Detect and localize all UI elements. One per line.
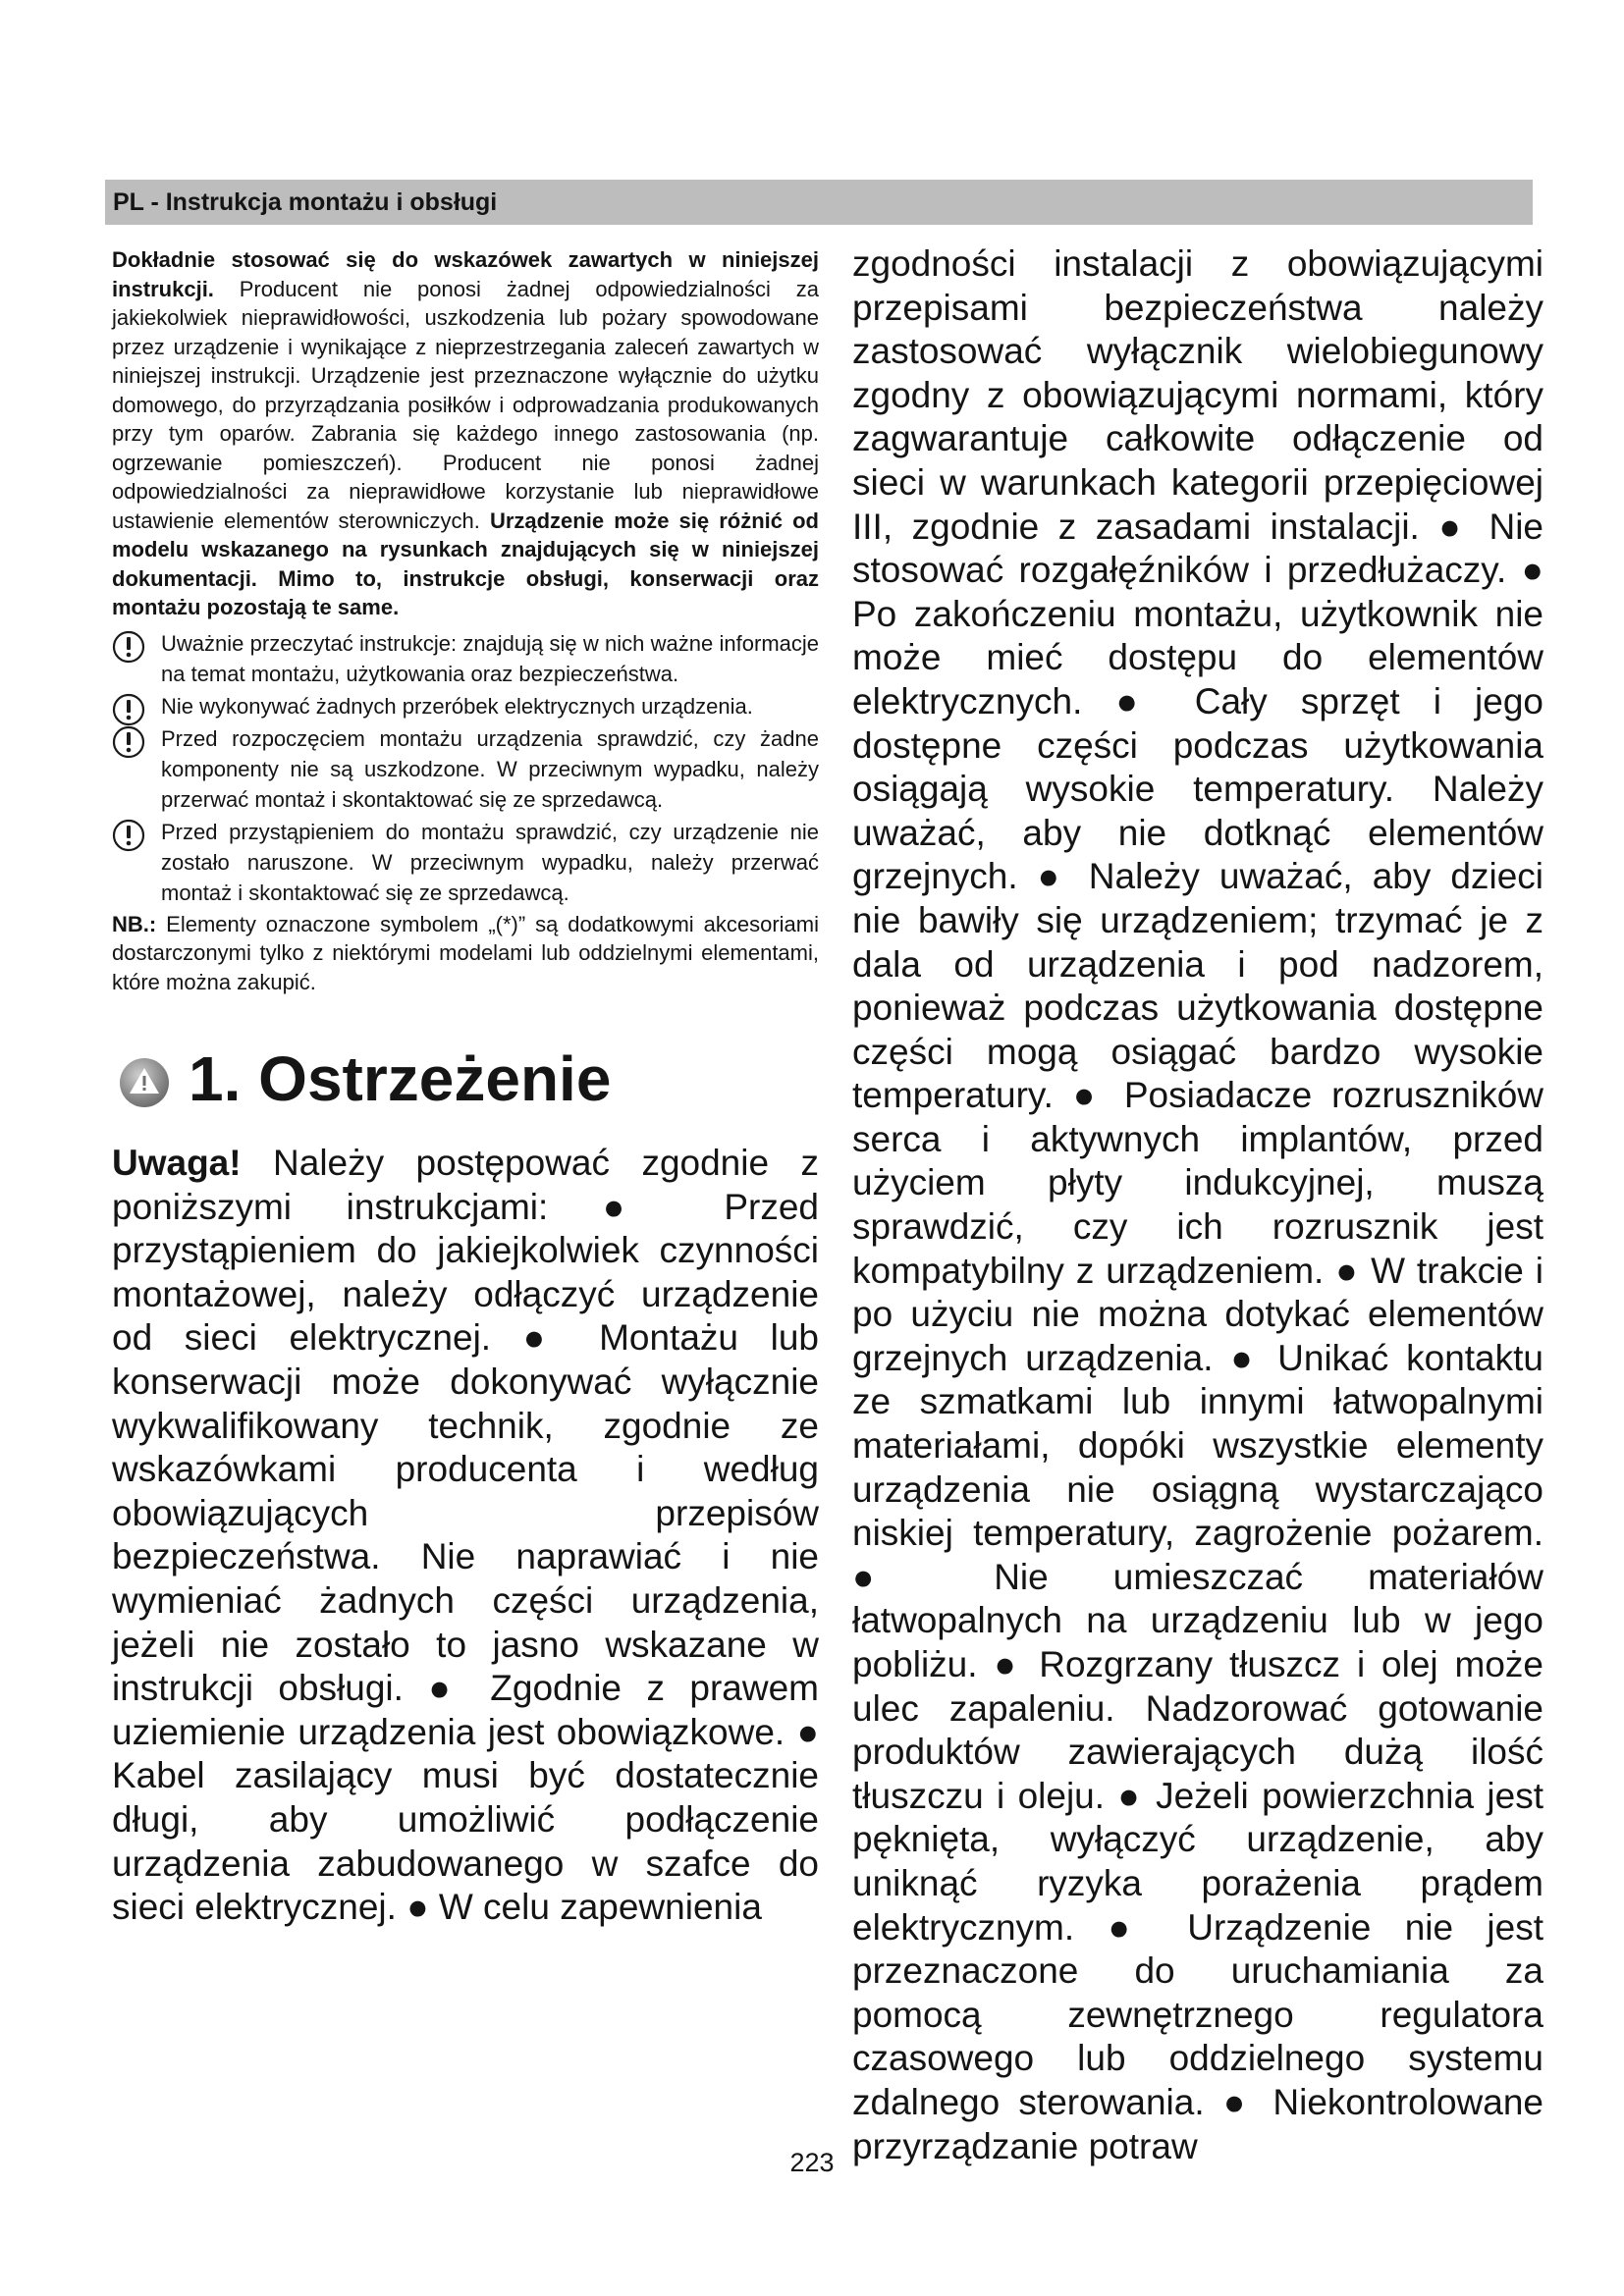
note-text: Elementy oznaczone symbolem „(*)” są dodatkowymi akcesoriami dostarczonymi tylko z niektórymi modelami lub oddzielnymi elementami, które można zakupić.: [112, 911, 819, 994]
left-column: [112, 245, 819, 1930]
header-bar: [105, 180, 1533, 225]
note-paragraph: [112, 910, 819, 997]
warning-item: [112, 628, 819, 689]
warning-body-right: zgodności instalacji z obowiązującymi przepisami bezpieczeństwa należy zastosować wyłącznik wielobiegunowy zgodny z obowiązującymi normami, który zagwarantuje całkowite odłączenie od sieci w warunkach kategorii przepięciowej III, zgodnie z zasadami instalacji. ● Nie stosować rozgałęźników i przedłużaczy. ● Po zakończeniu montażu, użytkownik nie może mieć dostępu do elementów elektrycznych. ● Cały sprzęt i jego dostępne części podczas użytkowania osiągają wysokie temperatury. Należy uważać, aby nie dotknąć elementów grzejnych. ● Należy uważać, aby dzieci nie bawiły się urządzeniem; trzymać je z dala od urządzenia i pod nadzorem, ponieważ podczas użytkowania dostępne części mogą osiągać bardzo wysokie temperatury. ● Posiadacze rozruszników serca i aktywnych implantów, przed użyciem płyty indukcyjnej, muszą sprawdzić, czy ich rozrusznik jest kompatybilny z urządzeniem. ● W trakcie i po użyciu nie można dotykać elementów grzejnych urządzenia. ● Unikać kontaktu ze szmatkami lub innymi łatwopalnymi materiałami, dopóki wszystkie elementy urządzenia nie osiągną wystarczająco niskiej temperatury, zagrożenie pożarem. ● Nie umieszczać materiałów łatwopalnych na urządzeniu lub w jego pobliżu. ● Rozgrzany tłuszcz i olej może ulec zapaleniu. Nadzorować gotowanie produktów zawierających dużą ilość tłuszczu i oleju. ● Jeżeli powierzchnia jest pęknięta, wyłączyć urządzenie, aby uniknąć ryzyka porażenia prądem elektrycznym. ● Urządzenie nie jest przeznaczone do uruchamiania za pomocą zewnętrznego regulatora czasowego lub oddzielnego systemu zdalnego sterowania. ● Niekontrolowane przyrządzanie potraw: [852, 243, 1543, 2166]
warning-text: Uważnie przeczytać instrukcje: znajdują się w nich ważne informacje na temat montażu, użytkowania oraz bezpieczeństwa.: [161, 630, 819, 686]
caution-icon: [112, 725, 145, 759]
warning-text: Nie wykonywać żadnych przeróbek elektrycznych urządzenia.: [161, 693, 753, 719]
intro-text: Producent nie ponosi żadnej odpowiedzialności za jakiekolwiek nieprawidłowości, uszkodzenia lub pożary spowodowane przez urządzenie i wynikające z nieprzestrzegania zaleceń zawartych w niniejszej instrukcji. Urządzenie jest przeznaczone wyłącznie do użytku domowego, do przyrządzania posiłków i odprowadzania produkowanych przy tym oparów. Zabrania się każdego innego zastosowania (np. ogrzewanie pomieszczeń). Producent nie ponosi żadnej odpowiedzialności za nieprawidłowe korzystanie lub nieprawidłowe ustawienie elementów sterowniczych.: [112, 276, 819, 533]
section-heading: [112, 1040, 819, 1118]
warning-item: [112, 817, 819, 908]
warning-triangle-icon: [118, 1056, 171, 1109]
warning-item: [112, 691, 819, 721]
right-column: [852, 242, 1543, 2168]
intro-bold-tail: Urządzenie może się różnić od modelu wskazanego na rysunkach znajdujących się w niniejszej dokumentacji. Mimo to, instrukcje obsługi, konserwacji oraz montażu pozostają te same.: [112, 507, 819, 619]
note-label: NB.:: [112, 911, 157, 936]
intro-bold-lead: Dokładnie stosować się do wskazówek zawartych w niniejszej instrukcji.: [112, 247, 819, 301]
page-title: PL - Instrukcja montażu i obsługi: [113, 188, 498, 216]
section-title: 1. Ostrzeżenie: [189, 1043, 612, 1114]
warning-text: Przed rozpoczęciem montażu urządzenia sprawdzić, czy żadne komponenty nie są uszkodzone. W przeciwnym wypadku, należy przerwać montaż i skontaktować się ze sprzedawcą.: [161, 725, 819, 812]
intro-paragraph: [112, 245, 819, 622]
caution-icon: [112, 693, 145, 726]
warning-lead: Uwaga!: [112, 1143, 242, 1183]
caution-icon: [112, 819, 145, 852]
warning-item: [112, 723, 819, 815]
warning-body-left: [112, 1142, 819, 1930]
page-number: 223: [789, 2148, 835, 2177]
warning-text-left: Należy postępować zgodnie z poniższymi instrukcjami: ● Przed przystąpieniem do jakiejkolwiek czynności montażowej, należy odłączyć urządzenie od sieci elektrycznej. ● Montażu lub konserwacji może dokonywać wyłącznie wykwalifikowany technik, zgodnie ze wskazówkami producenta i według obowiązujących przepisów bezpieczeństwa. Nie naprawiać i nie wymieniać żadnych części urządzenia, jeżeli nie zostało to jasno wskazane w instrukcji obsługi. ● Zgodnie z prawem uziemienie urządzenia jest obowiązkowe. ● Kabel zasilający musi być dostatecznie długi, aby umożliwić podłączenie urządzenia zabudowanego w szafce do sieci elektrycznej. ● W celu zapewnienia: [112, 1143, 819, 1928]
warning-text: Przed przystąpieniem do montażu sprawdzić, czy urządzenie nie zostało naruszone. W przeciwnym wypadku, należy przerwać montaż i skontaktować się ze sprzedawcą.: [161, 819, 819, 905]
caution-icon: [112, 630, 145, 664]
